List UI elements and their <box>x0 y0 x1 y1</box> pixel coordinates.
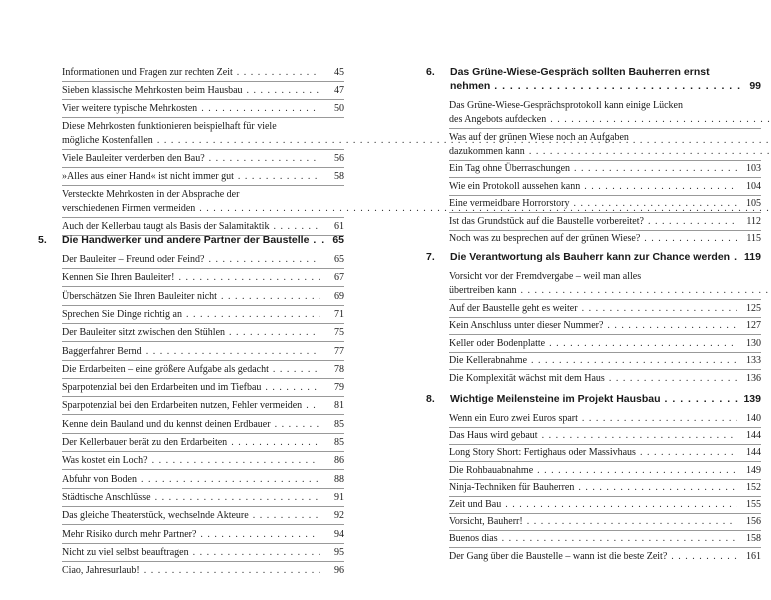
toc-entry[interactable] <box>62 454 344 468</box>
toc-entry-title: Der Kellerbauer berät zu den Erdarbeiten <box>62 437 228 448</box>
leader-dots <box>201 102 320 116</box>
toc-entry[interactable] <box>449 412 761 426</box>
toc-entry-page: 56 <box>334 153 344 164</box>
leader-dots <box>644 232 737 246</box>
toc-entry-page: 125 <box>746 302 761 314</box>
separator-line <box>62 341 344 342</box>
toc-entry-title: Der Bauleiter sitzt zwischen den Stühlen <box>62 327 226 339</box>
leader-dots <box>531 354 737 368</box>
toc-entry-title: Sparpotenzial bei den Erdarbeiten und im Tiefbau <box>62 382 262 394</box>
toc-entry-page: 47 <box>334 85 344 96</box>
toc-entry-page: 140 <box>746 413 761 424</box>
toc-entry[interactable] <box>449 354 761 368</box>
toc-entry[interactable] <box>449 131 761 159</box>
toc-entry-title-line1: Das Grüne-Wiese-Gesprächsprotokoll kann einige Lücken <box>449 100 683 111</box>
toc-entry-page: 78 <box>334 363 344 375</box>
leader-dots <box>178 271 320 285</box>
separator-line <box>62 360 344 361</box>
toc-entry-page: 58 <box>334 171 344 182</box>
toc-entry-page: 79 <box>334 382 344 394</box>
separator-line <box>62 217 344 218</box>
chapter-heading[interactable] <box>426 251 761 263</box>
toc-entry[interactable] <box>62 546 344 560</box>
toc-entry-page: 91 <box>334 491 344 503</box>
leader-dots <box>537 464 737 478</box>
leader-dots <box>313 234 328 246</box>
separator-line <box>62 433 344 434</box>
toc-entry[interactable] <box>449 429 761 443</box>
leader-dots <box>231 436 320 450</box>
toc-entry-page: 152 <box>746 481 761 493</box>
separator-line <box>449 195 761 196</box>
toc-entry[interactable] <box>62 528 344 542</box>
separator-line <box>62 414 344 415</box>
toc-entry-title: Der Gang über die Baustelle – wann ist die beste Zeit? <box>449 550 668 562</box>
toc-entry[interactable] <box>62 326 344 340</box>
chapter-title: Wichtige Meilensteine im Projekt Hausbau <box>450 393 661 405</box>
toc-entry[interactable] <box>62 564 344 578</box>
leader-dots <box>209 152 320 166</box>
leader-dots <box>141 473 320 487</box>
toc-entry-title: Wie ein Protokoll aussehen kann <box>449 180 581 192</box>
toc-entry-title-line1: Was auf der grünen Wiese noch an Aufgaben <box>449 131 629 143</box>
toc-entry[interactable] <box>62 308 344 322</box>
toc-entry-title: Die Komplexität wächst mit dem Haus <box>449 372 605 384</box>
leader-dots <box>238 170 320 184</box>
leader-dots <box>529 146 771 157</box>
toc-entry[interactable] <box>62 418 344 432</box>
toc-entry-page: 161 <box>746 550 761 562</box>
toc-entry-page: 77 <box>334 345 344 357</box>
leader-dots <box>574 162 737 176</box>
leader-dots <box>275 418 320 432</box>
leader-dots <box>574 197 737 211</box>
separator-line <box>449 496 761 497</box>
leader-dots <box>186 308 320 322</box>
toc-entry-title: Abfuhr von Boden <box>62 473 137 485</box>
leader-dots <box>607 319 737 333</box>
toc-entry-title: Vorsicht, Bauherr! <box>449 516 523 528</box>
toc-entry-title: Kenne dein Bauland und du kennst deinen Erdbauer <box>62 418 271 430</box>
leader-dots <box>578 481 737 495</box>
leader-dots <box>671 550 737 564</box>
chapter-page: 65 <box>332 234 344 246</box>
leader-dots <box>665 393 740 405</box>
toc-entry-title: Sprechen Sie Dinge richtig an <box>62 308 182 320</box>
toc-entry-title: Die Rohbauabnahme <box>449 464 534 476</box>
toc-entry-line2 <box>449 113 761 127</box>
leader-dots <box>734 251 740 263</box>
separator-line <box>62 167 344 168</box>
leader-dots <box>494 80 745 92</box>
toc-entry[interactable] <box>62 363 344 377</box>
toc-entry-page: 103 <box>746 163 761 174</box>
toc-entry[interactable] <box>62 473 344 487</box>
chapter-heading[interactable] <box>426 66 761 92</box>
leader-dots <box>152 454 320 468</box>
toc-entry-page: 75 <box>334 327 344 339</box>
chapter-page: 99 <box>749 80 761 92</box>
toc-entry[interactable] <box>449 162 761 176</box>
leader-dots <box>221 290 320 304</box>
chapter-number: 7. <box>426 251 435 263</box>
toc-entry-title: Auch der Kellerbau taugt als Basis der Salamitaktik <box>62 221 270 232</box>
toc-entry[interactable] <box>449 446 761 460</box>
toc-entry-page: 104 <box>746 180 761 192</box>
toc-entry-line2 <box>449 145 761 159</box>
separator-line <box>449 334 761 335</box>
toc-entry-title: Ein Tag ohne Überraschungen <box>449 163 571 174</box>
toc-entry-line2 <box>62 134 344 148</box>
leader-dots <box>582 302 737 316</box>
separator-line <box>449 461 761 462</box>
toc-entry-page: 149 <box>746 464 761 476</box>
toc-entry-page: 155 <box>746 499 761 510</box>
toc-entry-title-line2: verschiedenen Firmen vermeiden <box>62 203 196 214</box>
leader-dots <box>584 180 737 194</box>
toc-entry[interactable] <box>62 436 344 450</box>
separator-line <box>62 561 344 562</box>
toc-entry[interactable] <box>449 372 761 386</box>
toc-entry-page: 95 <box>334 546 344 558</box>
toc-entry-title: Kein Anschluss unter dieser Nummer? <box>449 320 604 331</box>
toc-entry-title: Eine vermeidbare Horrorstory <box>449 198 570 209</box>
toc-entry[interactable] <box>62 509 344 523</box>
chapter-heading[interactable] <box>426 393 761 405</box>
toc-entry-page: 133 <box>746 355 761 366</box>
toc-entry-title: Das Haus wird gebaut <box>449 430 538 442</box>
toc-entry-title-line2: übertreiben kann <box>449 285 517 296</box>
leader-dots <box>229 326 320 340</box>
toc-entry-title: Ninja-Techniken für Bauherren <box>449 481 575 493</box>
toc-entry-title-line1: Vorsicht vor der Fremdvergabe – weil man alles <box>449 271 642 282</box>
toc-entry-page: 71 <box>334 308 344 320</box>
toc-entry-title-line2: dazukommen kann <box>449 145 525 157</box>
toc-entry[interactable] <box>449 550 761 564</box>
separator-line <box>62 117 344 118</box>
toc-entry-title: Auf der Baustelle geht es weiter <box>449 302 578 314</box>
leader-dots <box>306 399 320 413</box>
toc-entry-title: Die Erdarbeiten – eine größere Aufgabe als gedacht <box>62 363 269 375</box>
toc-entry[interactable] <box>449 302 761 316</box>
toc-entry-title: Viele Bauleiter verderben den Bau? <box>62 153 205 164</box>
toc-entry-title-line2: mögliche Kostenfallen <box>62 135 153 146</box>
leader-dots <box>640 446 737 460</box>
separator-line <box>62 149 344 150</box>
separator-line <box>62 524 344 525</box>
toc-entry[interactable] <box>62 290 344 304</box>
toc-entry[interactable] <box>62 66 344 80</box>
toc-entry-page: 130 <box>746 337 761 349</box>
separator-line <box>62 323 344 324</box>
toc-entry-title: Keller oder Bodenplatte <box>449 337 546 349</box>
toc-entry-title: Kennen Sie Ihren Bauleiter! <box>62 272 175 284</box>
toc-entry-title: Noch was zu besprechen auf der grünen Wiese? <box>449 233 641 244</box>
leader-dots <box>144 564 320 578</box>
separator-line <box>62 396 344 397</box>
toc-entry[interactable] <box>62 84 344 98</box>
toc-entry[interactable] <box>62 102 344 116</box>
leader-dots <box>549 337 737 351</box>
leader-dots <box>502 532 737 546</box>
toc-entry-title: Informationen und Fragen zur rechten Zeit <box>62 67 233 78</box>
toc-entry-page: 85 <box>334 437 344 448</box>
toc-entry-page: 136 <box>746 372 761 384</box>
toc-entry-page: 92 <box>334 510 344 522</box>
toc-entry-page: 65 <box>334 254 344 265</box>
separator-line <box>62 506 344 507</box>
toc-entry-page: 156 <box>746 516 761 528</box>
toc-entry[interactable] <box>62 220 344 234</box>
leader-dots <box>273 363 320 377</box>
chapter-title-line1: Das Grüne-Wiese-Gespräch sollten Bauherren ernst <box>450 66 710 78</box>
toc-entry[interactable] <box>62 381 344 395</box>
toc-entry[interactable] <box>449 515 761 529</box>
separator-line <box>62 268 344 269</box>
toc-entry-title: Vier weitere typische Mehrkosten <box>62 103 198 114</box>
toc-entry[interactable] <box>62 345 344 359</box>
leader-dots <box>527 515 737 529</box>
toc-entry-title: Baggerfahrer Bernd <box>62 345 142 357</box>
separator-line <box>62 378 344 379</box>
chapter-heading[interactable] <box>38 234 344 246</box>
toc-entry[interactable] <box>449 180 761 194</box>
toc-entry-page: 69 <box>334 290 344 302</box>
separator-line <box>449 530 761 531</box>
toc-entry-title: Nicht zu viel selbst beauftragen <box>62 546 189 558</box>
toc-entry-title: Der Bauleiter – Freund oder Feind? <box>62 254 205 265</box>
leader-dots <box>237 66 320 80</box>
leader-dots <box>247 84 320 98</box>
toc-entry-title: Überschätzen Sie Ihren Bauleiter nicht <box>62 290 217 302</box>
toc-entry[interactable] <box>449 197 761 211</box>
separator-line <box>62 286 344 287</box>
chapter-indent <box>426 80 450 92</box>
toc-entry-page: 115 <box>746 233 761 244</box>
chapter-number: 8. <box>426 393 435 405</box>
toc-entry-title: Wenn ein Euro zwei Euros spart <box>449 413 578 424</box>
chapter-number: 5. <box>38 234 47 246</box>
toc-entry-title: Sparpotenzial bei den Erdarbeiten nutzen, Fehler vermeiden <box>62 400 303 412</box>
chapter-title-line2: nehmen <box>450 80 491 92</box>
chapter-row1 <box>426 66 761 78</box>
toc-entry[interactable] <box>449 215 761 229</box>
toc-entry-title: Buenos dias <box>449 533 498 545</box>
leader-dots <box>542 429 737 443</box>
leader-dots <box>253 509 320 523</box>
leader-dots <box>550 114 771 125</box>
toc-entry-title: Städtische Anschlüsse <box>62 491 151 503</box>
toc-entry-line2 <box>449 284 761 298</box>
separator-line <box>449 212 761 213</box>
leader-dots <box>520 285 771 296</box>
toc-entry-line2 <box>62 202 344 216</box>
toc-entry-page: 158 <box>746 533 761 545</box>
separator-line <box>449 369 761 370</box>
toc-entry-title: Zeit und Bau <box>449 499 502 510</box>
toc-entry-title: Sieben klassische Mehrkosten beim Hausbau <box>62 85 243 96</box>
chapter-page: 139 <box>743 393 761 405</box>
toc-entry[interactable] <box>449 270 761 298</box>
separator-line <box>449 427 761 428</box>
toc-entry-title-line1: Diese Mehrkosten funktionieren beispielhaft für viele <box>62 121 277 132</box>
toc-entry[interactable] <box>62 188 344 216</box>
toc-entry[interactable] <box>62 170 344 184</box>
separator-line <box>62 543 344 544</box>
separator-line <box>62 81 344 82</box>
toc-entry-title: Was kostet ein Loch? <box>62 455 148 467</box>
separator-line <box>449 128 761 129</box>
toc-entry[interactable] <box>449 532 761 546</box>
toc-entry-page: 96 <box>334 565 344 577</box>
toc-entry[interactable] <box>62 253 344 267</box>
toc-entry-title: Ciao, Jahresurlaub! <box>62 565 140 577</box>
separator-line <box>62 305 344 306</box>
leader-dots <box>505 498 737 512</box>
toc-entry-title: »Alles aus einer Hand« ist nicht immer gut <box>62 171 234 182</box>
toc-entry-page: 45 <box>334 67 344 78</box>
toc-entry[interactable] <box>449 498 761 512</box>
toc-entry-page: 61 <box>334 221 344 232</box>
separator-line <box>449 230 761 231</box>
toc-entry-title: Das gleiche Theaterstück, wechselnde Akteure <box>62 510 249 522</box>
toc-entry-title: Long Story Short: Fertighaus oder Massivhaus <box>449 447 636 459</box>
toc-entry-page: 105 <box>746 198 761 209</box>
toc-entry-page: 50 <box>334 103 344 114</box>
toc-entry-page: 127 <box>746 320 761 331</box>
leader-dots <box>609 372 737 386</box>
leader-dots <box>146 345 320 359</box>
separator-line <box>62 469 344 470</box>
toc-entry-title-line1: Versteckte Mehrkosten in der Absprache der <box>62 189 240 200</box>
toc-entry[interactable] <box>62 271 344 285</box>
toc-entry[interactable] <box>62 399 344 413</box>
chapter-page: 119 <box>744 251 761 263</box>
toc-entry-title-line2: des Angebots aufdecken <box>449 114 547 125</box>
toc-entry-page: 94 <box>334 528 344 540</box>
chapter-title: Die Handwerker und andere Partner der Baustelle <box>62 234 310 246</box>
chapter-row2 <box>426 80 761 92</box>
toc-entry[interactable] <box>62 120 344 148</box>
separator-line <box>449 444 761 445</box>
toc-entry-title: Die Kellerabnahme <box>449 355 528 366</box>
chapter-number: 6. <box>426 66 435 78</box>
toc-entry-title: Mehr Risiko durch mehr Partner? <box>62 528 197 540</box>
separator-line <box>449 177 761 178</box>
separator-line <box>449 352 761 353</box>
separator-line <box>449 317 761 318</box>
separator-line <box>62 185 344 186</box>
toc-entry[interactable] <box>449 319 761 333</box>
toc-entry-page: 88 <box>334 473 344 485</box>
separator-line <box>449 547 761 548</box>
toc-entry[interactable] <box>62 152 344 166</box>
toc-entry-page: 144 <box>746 447 761 459</box>
toc-entry[interactable] <box>449 464 761 478</box>
leader-dots <box>582 412 737 426</box>
toc-entry-title: Ist das Grundstück auf die Baustelle vorbereitet? <box>449 215 644 227</box>
leader-dots <box>273 220 320 234</box>
leader-dots <box>265 381 320 395</box>
separator-line <box>62 99 344 100</box>
toc-entry[interactable] <box>449 481 761 495</box>
leader-dots <box>208 253 320 267</box>
toc-entry-page: 144 <box>746 430 761 442</box>
leader-dots <box>155 491 320 505</box>
leader-dots <box>193 546 320 560</box>
leader-dots <box>200 528 320 542</box>
toc-entry-page: 67 <box>334 272 344 284</box>
toc-entry-page: 81 <box>334 400 344 412</box>
separator-line <box>62 451 344 452</box>
leader-dots <box>648 215 737 229</box>
toc-entry[interactable] <box>449 337 761 351</box>
separator-line <box>449 160 761 161</box>
toc-entry-page: 112 <box>746 215 761 227</box>
chapter-title: Die Verantwortung als Bauherr kann zur Chance werden <box>450 251 731 263</box>
toc-entry-page: 85 <box>334 418 344 430</box>
separator-line <box>449 513 761 514</box>
toc-entry[interactable] <box>449 99 761 127</box>
toc-entry[interactable] <box>449 232 761 246</box>
separator-line <box>449 479 761 480</box>
toc-entry-page: 86 <box>334 455 344 467</box>
separator-line <box>449 299 761 300</box>
toc-entry[interactable] <box>62 491 344 505</box>
separator-line <box>62 488 344 489</box>
